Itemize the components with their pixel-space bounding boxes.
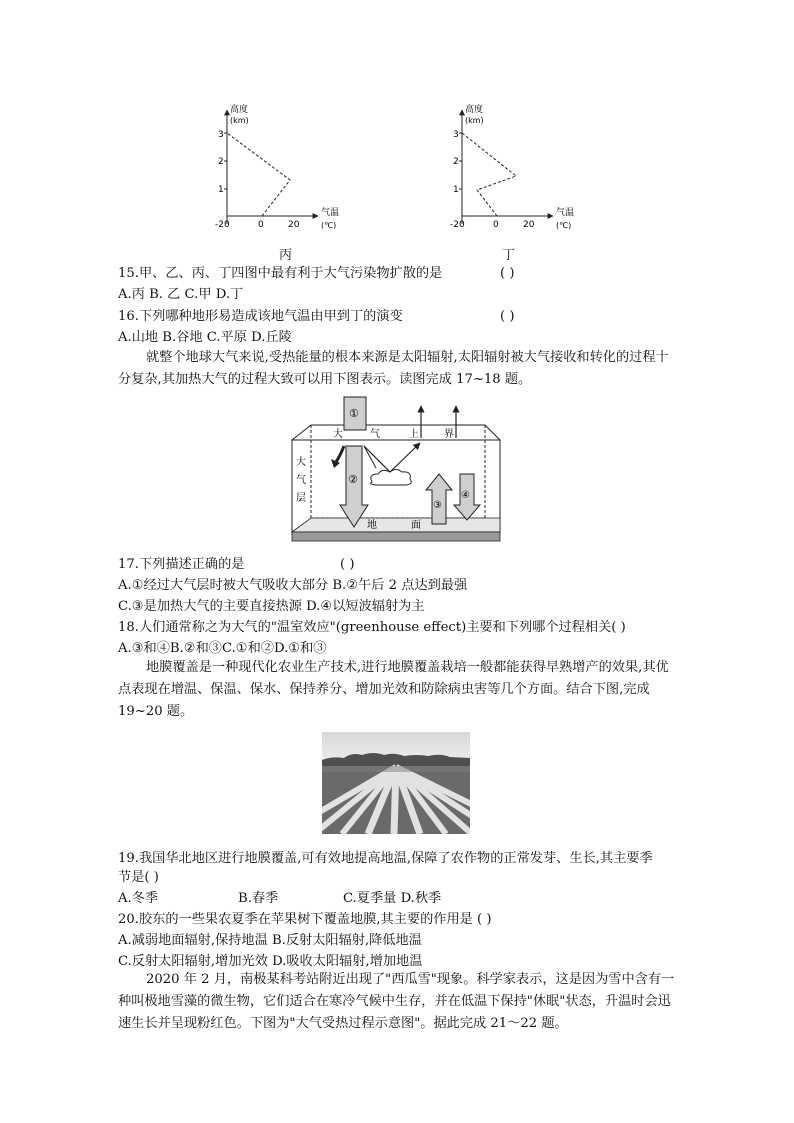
svg-text:面: 面 xyxy=(411,520,421,531)
question-16 xyxy=(118,308,515,326)
label-1: ① xyxy=(349,407,359,420)
axis-y-unit: (km) xyxy=(230,116,249,125)
axis-x-unit: (℃) xyxy=(321,221,337,230)
axis-y-label: 高度 xyxy=(230,105,249,115)
svg-text:层: 层 xyxy=(296,493,306,504)
option-cd: C.夏季量 D.秋季 xyxy=(343,891,442,906)
x-tick: 0 xyxy=(493,220,499,230)
question-18: 18.人们通常称之为大气的"温室效应"(greenhouse effect)主要和下列哪个过程相关( ) xyxy=(118,620,626,635)
arrow-3 xyxy=(426,474,452,524)
mulch-field-photo xyxy=(322,732,470,834)
atmosphere-heating-diagram xyxy=(285,395,505,545)
question-stem: 16.下列哪种地形易造成该地气温由甲到丁的演变 xyxy=(118,309,403,324)
temperature-profile-graphs xyxy=(0,95,794,240)
question-19-options xyxy=(118,890,442,908)
answer-blank: ( ) xyxy=(500,309,515,324)
answer-blank: ( ) xyxy=(340,557,355,572)
y-tick: 1 xyxy=(453,185,459,195)
question-18-options: A.③和④B.②和③C.①和②D.①和③ xyxy=(118,641,327,656)
axis-x-label: 气温 xyxy=(321,208,340,218)
graph-bing xyxy=(215,103,339,230)
temperature-curve xyxy=(462,133,516,216)
axis-x-label: 气温 xyxy=(556,208,575,218)
y-tick: 2 xyxy=(453,157,459,167)
arrow-2 xyxy=(340,446,368,527)
label-3: ③ xyxy=(433,500,442,511)
x-tick: 20 xyxy=(288,220,300,230)
question-15-options: A.丙 B. 乙 C.甲 D.丁 xyxy=(118,287,244,302)
svg-text:地: 地 xyxy=(367,520,377,531)
question-15 xyxy=(118,265,515,283)
graph-ding xyxy=(450,103,574,230)
y-tick: 3 xyxy=(218,130,224,140)
svg-text:气: 气 xyxy=(296,475,306,486)
axis-x-unit: (℃) xyxy=(556,221,572,230)
option-b: B.春季 xyxy=(238,891,279,906)
label-2: ② xyxy=(348,473,358,486)
x-tick: -20 xyxy=(450,220,465,230)
x-tick: -20 xyxy=(215,220,230,230)
label-4: ④ xyxy=(461,490,470,501)
graph-caption-ding: 丁 xyxy=(502,248,516,263)
question-20: 20.胶东的一些果农夏季在苹果树下覆盖地膜,其主要的作用是 ( ) xyxy=(118,912,492,927)
axis-y-unit: (km) xyxy=(465,116,484,125)
x-tick: 0 xyxy=(258,220,264,230)
y-tick: 2 xyxy=(218,157,224,167)
x-tick: 20 xyxy=(523,220,535,230)
question-19-stem-2: 节是( ) xyxy=(118,870,159,885)
answer-blank: ( ) xyxy=(500,266,515,281)
y-tick: 3 xyxy=(453,130,459,140)
svg-text:气: 气 xyxy=(370,429,380,440)
question-stem: 17.下列描述正确的是 xyxy=(118,557,245,572)
svg-text:界: 界 xyxy=(444,429,454,440)
axis-y-label: 高度 xyxy=(465,105,484,115)
graph-caption-bing: 丙 xyxy=(279,248,293,263)
question-20-options-2: C.反射太阳辐射,增加光效 D.吸收太阳辐射,增加地温 xyxy=(118,954,423,969)
question-20-options-1: A.减弱地面辐射,保持地温 B.反射太阳辐射,降低地温 xyxy=(118,933,422,948)
cloud-icon xyxy=(371,470,412,486)
option-a: A.冬季 xyxy=(118,891,159,906)
svg-text:大: 大 xyxy=(296,457,306,468)
question-17-options-2: C.③是加热大气的主要直接热源 D.④以短波辐射为主 xyxy=(118,599,425,614)
intro-21-22: 2020 年 2 月，南极某科考站附近出现了"西瓜雪"现象。科学家表示，这是因为雪中含有一种叫极地雪藻的微生物，它们适合在寒冷气候中生存，并在低温下保持"休眠"状态，升温时会迅速生长并呈现粉红色。下图为"大气受热过程示意图"。据此完成 21～22 题。 xyxy=(118,972,675,1031)
svg-text:上: 上 xyxy=(409,429,419,440)
question-19-stem-1: 19.我国华北地区进行地膜覆盖,可有效地提高地温,保障了农作物的正常发芽、生长,其主要季 xyxy=(118,851,653,866)
y-tick: 1 xyxy=(218,185,224,195)
question-17 xyxy=(118,556,355,574)
question-17-options-1: A.①经过大气层时被大气吸收大部分 B.②午后 2 点达到最强 xyxy=(118,578,468,593)
intro-19-20: 地膜覆盖是一种现代化农业生产技术,进行地膜覆盖栽培一般都能获得早熟增产的效果,其优点表现在增温、保温、保水、保持养分、增加光效和防除病虫害等几个方面。结合下图,完成 19~20 题。 xyxy=(118,660,669,719)
temperature-curve xyxy=(227,133,290,216)
intro-17-18: 就整个地球大气来说,受热能量的根本来源是太阳辐射,太阳辐射被大气接收和转化的过程十分复杂,其加热大气的过程大致可以用下图表示。读图完成 17~18 题。 xyxy=(118,350,669,387)
question-16-options: A.山地 B.谷地 C.平原 D.丘陵 xyxy=(118,330,292,345)
question-stem: 15.甲、乙、丙、丁四图中最有利于大气污染物扩散的是 xyxy=(118,266,443,281)
svg-text:大: 大 xyxy=(333,429,343,440)
